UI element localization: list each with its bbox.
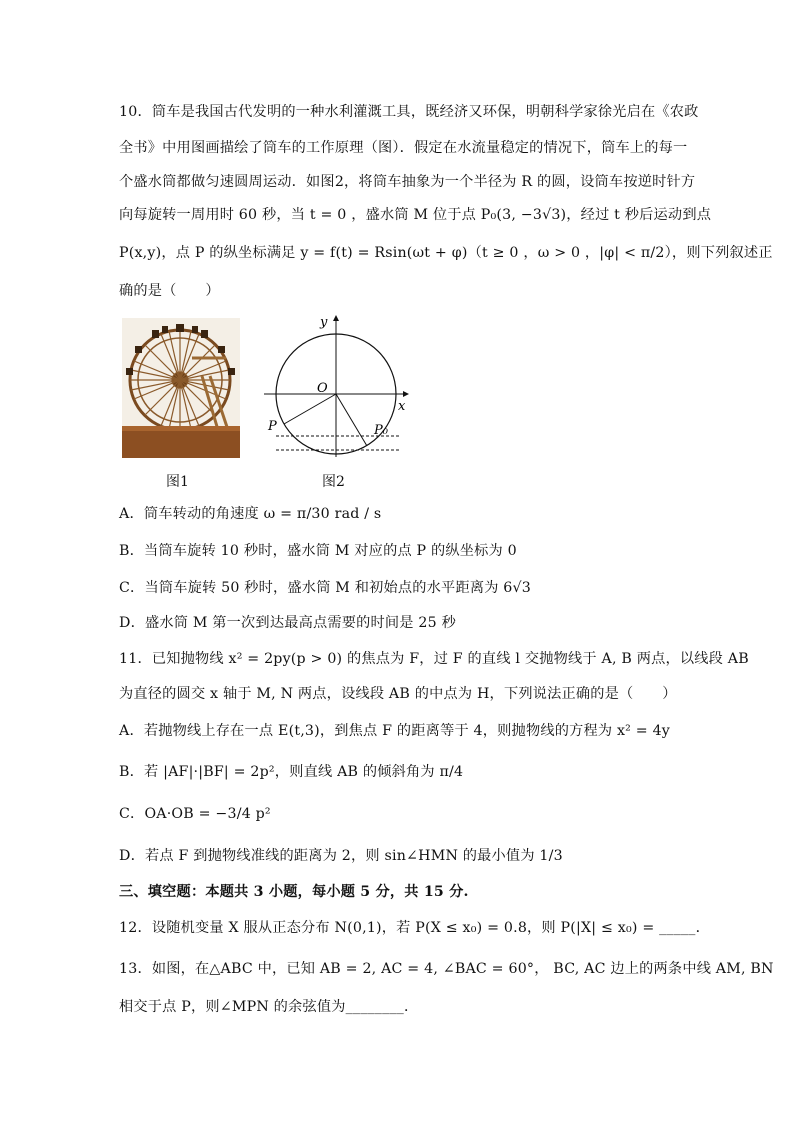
q10-line-5: P(x,y)，点 P 的纵坐标满足 y = f(t) = Rsin(ωt + φ)（t ≥ 0 ，ω > 0 ，|φ| < π/2），则下列叙述正: [119, 245, 773, 261]
point-p0-label: P₀: [374, 423, 388, 438]
point-p-label: P: [268, 419, 277, 434]
q10-line-3: 个盛水筒都做匀速圆周运动．如图2，将筒车抽象为一个半径为 R 的圆，设筒车按逆时针方: [119, 174, 696, 190]
q13-line-2: 相交于点 P，则∠MPN 的余弦值为________．: [119, 999, 419, 1015]
q11-option-d: D．若点 F 到抛物线准线的距离为 2，则 sin∠HMN 的最小值为 1/3: [119, 848, 563, 864]
section-3-heading: 三、填空题：本题共 3 小题，每小题 5 分，共 15 分.: [119, 884, 469, 900]
q10-line-1: 10．筒车是我国古代发明的一种水利灌溉工具，既经济又环保，明朝科学家徐光启在《农政: [119, 104, 699, 120]
q11-option-a: A．若抛物线上存在一点 E(t,3)，到焦点 F 的距离等于 4，则抛物线的方程为 x² = 4y: [119, 723, 671, 739]
origin-label: O: [317, 381, 328, 396]
q11-line-1: 11．已知抛物线 x² = 2py(p > 0) 的焦点为 F，过 F 的直线 l 交抛物线于 A, B 两点，以线段 AB: [119, 651, 749, 667]
q10-option-b: B．当筒车旋转 10 秒时，盛水筒 M 对应的点 P 的纵坐标为 0: [119, 543, 517, 559]
figure-2-caption: 图2: [322, 474, 345, 490]
q10-line-4: 向每旋转一周用时 60 秒，当 t = 0 ，盛水筒 M 位于点 P₀(3, −3√3)，经过 t 秒后运动到点: [119, 207, 712, 223]
q13-line-1: 13．如图，在△ABC 中，已知 AB = 2, AC = 4, ∠BAC = 60°， BC, AC 边上的两条中线 AM, BN: [119, 961, 774, 977]
figure-1-caption: 图1: [166, 474, 189, 490]
coordinate-circle-diagram: [262, 312, 412, 462]
q10-line-2: 全书》中用图画描绘了筒车的工作原理（图）．假定在水流量稳定的情况下，筒车上的每一: [119, 140, 688, 156]
water-wheel-photo: [122, 318, 240, 458]
q11-option-c: C．OA·OB = −3/4 p²: [119, 806, 271, 822]
q11-option-b: B．若 |AF|·|BF| = 2p²，则直线 AB 的倾斜角为 π/4: [119, 764, 464, 780]
y-axis-label: y: [320, 315, 328, 330]
q11-line-2: 为直径的圆交 x 轴于 M, N 两点，设线段 AB 的中点为 H，下列说法正确的是（ ）: [119, 686, 677, 702]
q10-line-6: 确的是（ ）: [119, 283, 220, 299]
x-axis-label: x: [398, 399, 406, 414]
q10-option-c: C．当筒车旋转 50 秒时，盛水筒 M 和初始点的水平距离为 6√3: [119, 580, 532, 596]
q10-option-a: A．筒车转动的角速度 ω = π/30 rad / s: [119, 506, 382, 522]
q10-option-d: D．盛水筒 M 第一次到达最高点需要的时间是 25 秒: [119, 615, 456, 631]
q12-text: 12．设随机变量 X 服从正态分布 N(0,1)，若 P(X ≤ x₀) = 0.8，则 P(|X| ≤ x₀) = _____．: [119, 920, 710, 936]
